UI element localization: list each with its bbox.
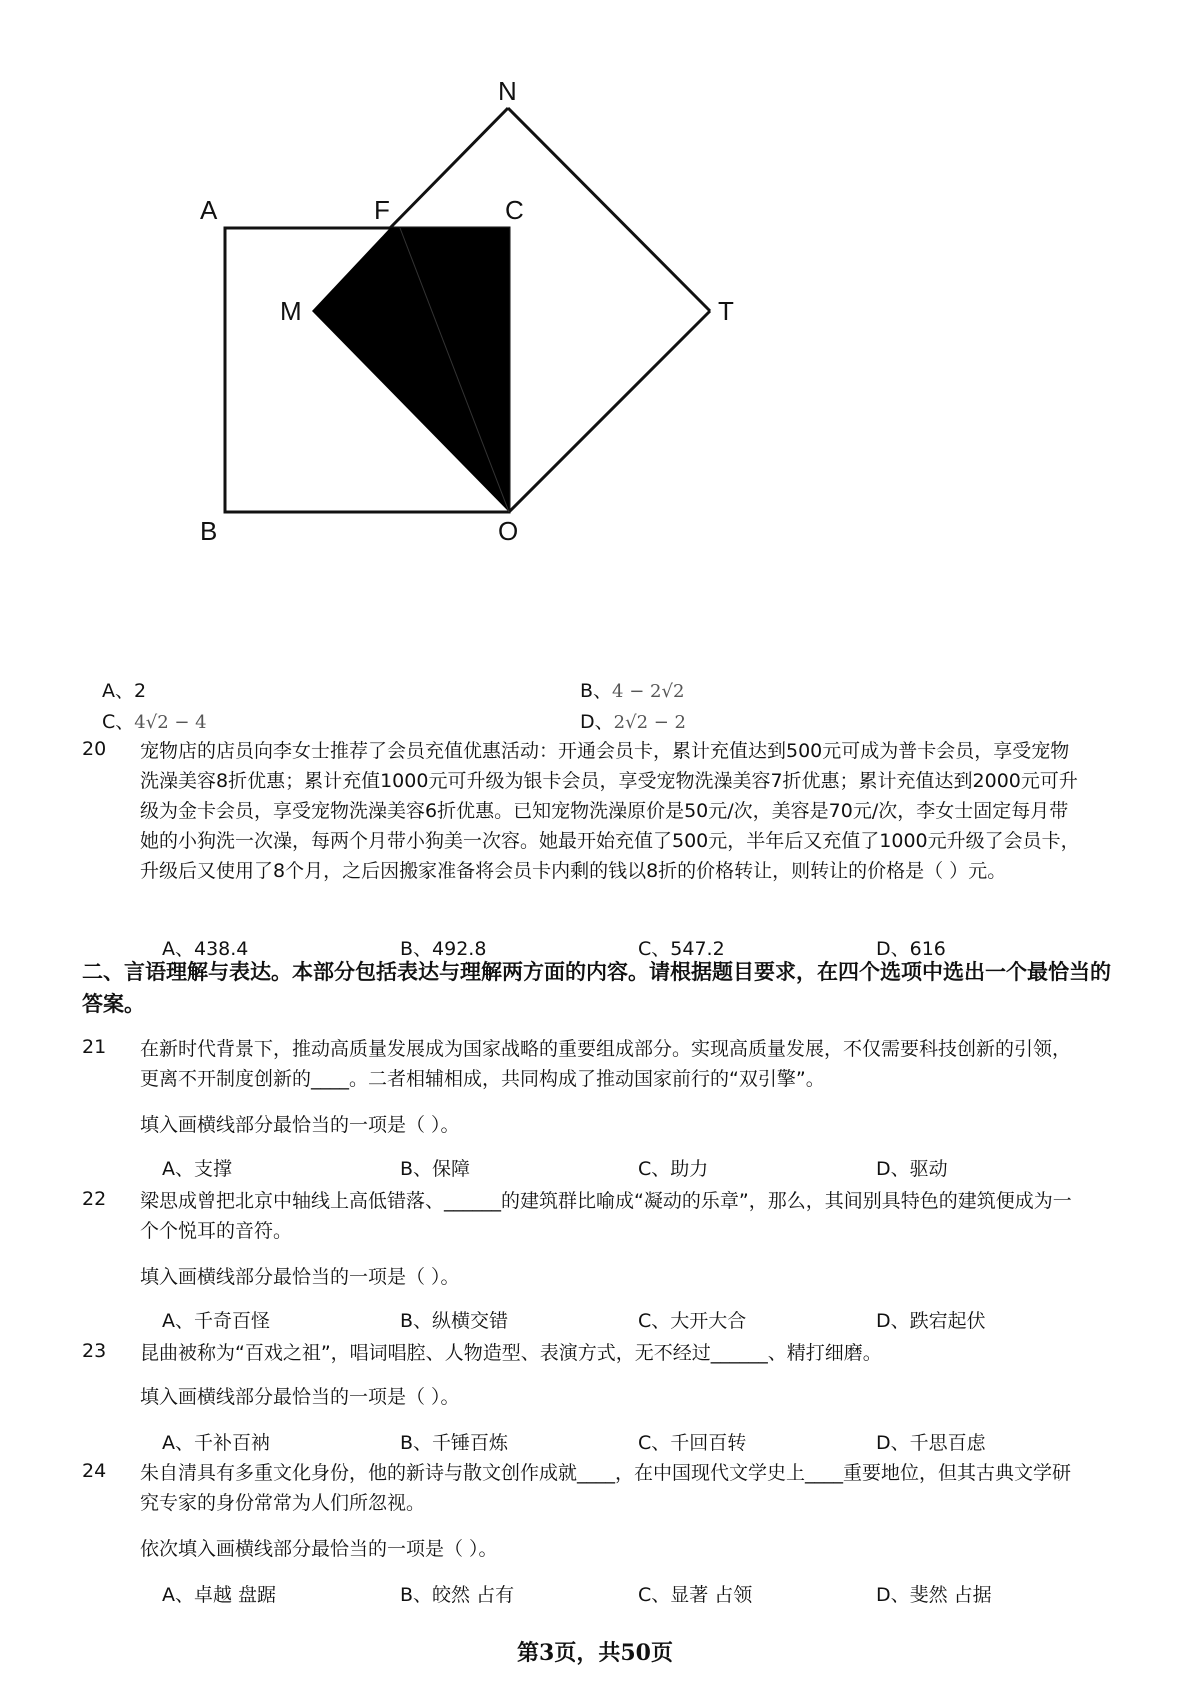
question-number-24: 24 xyxy=(82,1460,107,1482)
q24-option-c[interactable]: C、显著 占领 xyxy=(638,1584,753,1606)
page-footer: 第3页，共50页 xyxy=(517,1640,673,1666)
section-heading: 二、言语理解与表达。本部分包括表达与理解两方面的内容。请根据题目要求，在四个选项中选出一个最恰当的答案。 xyxy=(82,960,1111,1016)
option-c-prefix: C、 xyxy=(102,711,135,733)
label-t: T xyxy=(718,296,734,326)
question-20-text: 宠物店的店员向李女士推荐了会员充值优惠活动：开通会员卡，累计充值达到500元可成为普卡会员，享受宠物洗澡美容8折优惠；累计充值1000元可升级为银卡会员，享受宠物洗澡美容7折优惠；累计充值达到2000元可升级为金卡会员，享受宠物洗澡美容6折优惠。已知宠物洗澡原价是50元/次，美容是70元/次，李女士固定每月带她的小狗洗一次澡，每两个月带小狗美一次容。她最开始充值了500元，半年后又充值了1000元升级了会员卡，升级后又使用了8个月，之后因搬家准备将会员卡内剩的钱以8折的价格转让，则转让的价格是（ ）元。 xyxy=(140,740,1080,882)
label-c: C xyxy=(505,195,524,225)
q20-option-c[interactable]: C、547.2 xyxy=(638,938,725,960)
q22-option-d[interactable]: D、跌宕起伏 xyxy=(876,1310,986,1332)
q23-option-d[interactable]: D、千思百虑 xyxy=(876,1432,986,1454)
q24-option-d[interactable]: D、斐然 占据 xyxy=(876,1584,992,1606)
q19-option-d[interactable] xyxy=(580,707,686,734)
q20-option-a[interactable]: A、438.4 xyxy=(162,938,249,960)
question-22-text: 梁思成曾把北京中轴线上高低错落、______的建筑群比喻成“凝动的乐章”，那么，其间别具特色的建筑便成为一个个悦耳的音符。 xyxy=(140,1190,1072,1242)
q24-option-a[interactable]: A、卓越 盘踞 xyxy=(162,1584,277,1606)
option-d-prefix: D、 xyxy=(580,711,614,733)
q23-option-a[interactable]: A、千补百衲 xyxy=(162,1432,270,1454)
label-o: O xyxy=(498,516,519,546)
question-21-text: 在新时代背景下，推动高质量发展成为国家战略的重要组成部分。实现高质量发展，不仅需要科技创新的引领，更离不开制度创新的____。二者相辅相成，共同构成了推动国家前行的“双引擎”。 xyxy=(140,1038,1072,1090)
geometry-diagram xyxy=(190,70,830,610)
label-f: F xyxy=(374,195,390,225)
option-b-formula: 4 − 2√2 xyxy=(612,681,685,702)
q19-option-c[interactable] xyxy=(102,707,207,734)
option-c-formula: 4√2 − 4 xyxy=(134,712,207,733)
q23-option-b[interactable]: B、千锤百炼 xyxy=(400,1432,509,1454)
question-23-prompt: 填入画横线部分最恰当的一项是（ ）。 xyxy=(140,1386,460,1408)
q21-option-a[interactable]: A、支撑 xyxy=(162,1158,232,1180)
edge-n-f xyxy=(390,108,508,228)
edge-t-o xyxy=(509,311,710,512)
geometry-figure xyxy=(190,70,830,610)
question-number-22: 22 xyxy=(82,1188,107,1210)
q22-option-a[interactable]: A、千奇百怪 xyxy=(162,1310,270,1332)
label-n: N xyxy=(498,76,517,106)
q20-option-b[interactable]: B、492.8 xyxy=(400,938,487,960)
q21-option-c[interactable]: C、助力 xyxy=(638,1158,709,1180)
label-a: A xyxy=(200,195,218,225)
question-number-20: 20 xyxy=(82,738,107,760)
question-24-prompt: 依次填入画横线部分最恰当的一项是（ ）。 xyxy=(140,1538,498,1560)
q22-option-b[interactable]: B、纵横交错 xyxy=(400,1310,509,1332)
label-m: M xyxy=(280,296,302,326)
option-d-formula: 2√2 − 2 xyxy=(613,712,686,733)
question-21-prompt: 填入画横线部分最恰当的一项是（ ）。 xyxy=(140,1114,460,1136)
label-b: B xyxy=(200,516,218,546)
edge-n-t xyxy=(508,108,710,311)
q23-option-c[interactable]: C、千回百转 xyxy=(638,1432,747,1454)
question-22-prompt: 填入画横线部分最恰当的一项是（ ）。 xyxy=(140,1266,460,1288)
q21-option-b[interactable]: B、保障 xyxy=(400,1158,471,1180)
q21-option-d[interactable]: D、驱动 xyxy=(876,1158,948,1180)
question-23-text: 昆曲被称为“百戏之祖”，唱词唱腔、人物造型、表演方式，无不经过______、精打细磨。 xyxy=(140,1342,882,1364)
q19-option-a[interactable]: A、2 xyxy=(102,680,147,702)
q24-option-b[interactable]: B、皎然 占有 xyxy=(400,1584,515,1606)
option-b-prefix: B、 xyxy=(580,680,613,702)
question-number-21: 21 xyxy=(82,1036,107,1058)
question-number-23: 23 xyxy=(82,1340,107,1362)
question-24-text: 朱自清具有多重文化身份，他的新诗与散文创作成就____，在中国现代文学史上____重要地位，但其古典文学研究专家的身份常常为人们所忽视。 xyxy=(140,1462,1072,1514)
q19-option-b[interactable] xyxy=(580,676,684,703)
q20-option-d[interactable]: D、616 xyxy=(876,938,946,960)
q22-option-c[interactable]: C、大开大合 xyxy=(638,1310,747,1332)
shaded-region xyxy=(312,228,509,512)
